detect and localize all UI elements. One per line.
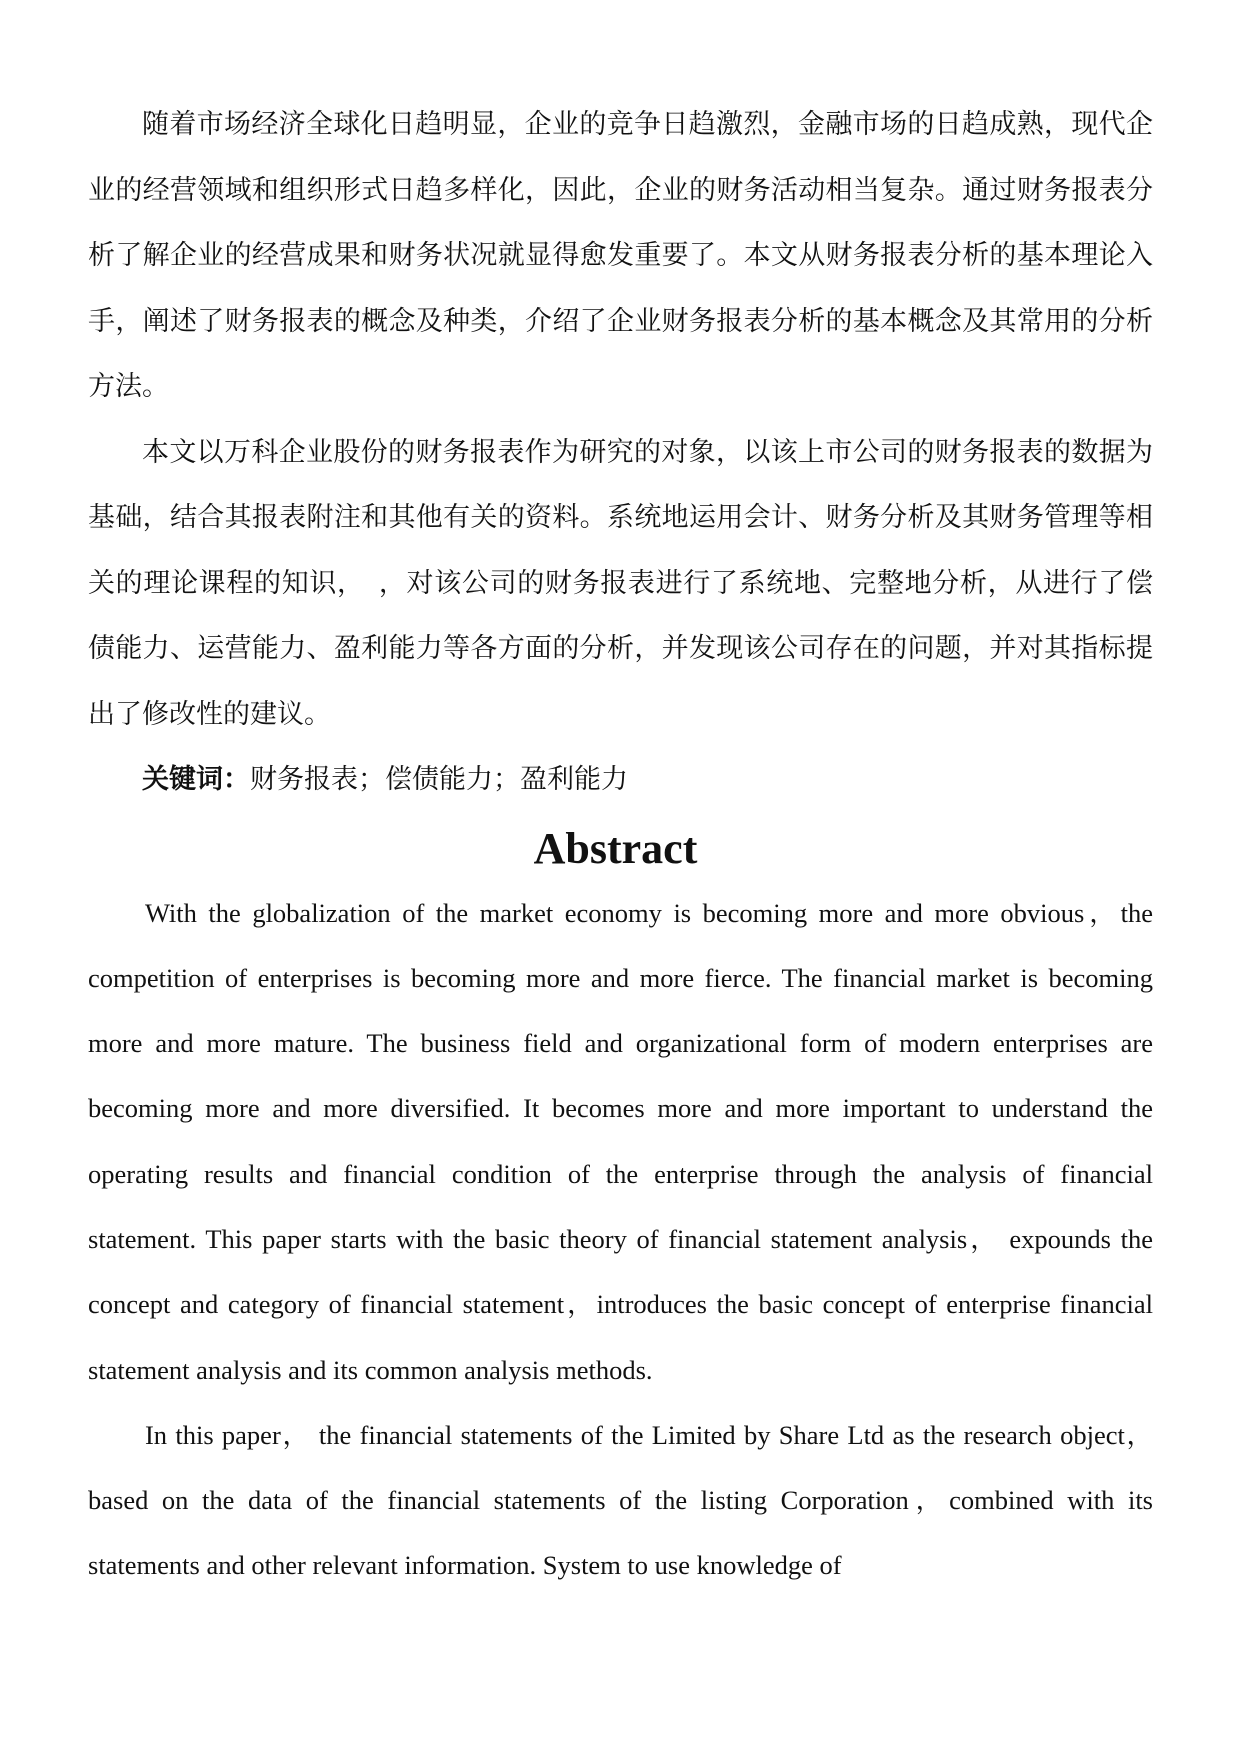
- keywords-line: [88, 747, 1153, 813]
- chinese-paragraph-1: 随着市场经济全球化日趋明显，企业的竞争日趋激烈，金融市场的日趋成熟，现代企业的经营领域和组织形式日趋多样化，因此，企业的财务活动相当复杂。通过财务报表分析了解企业的经营成果和财务状况就显得愈发重要了。本文从财务报表分析的基本理论入手，阐述了财务报表的概念及种类，介绍了企业财务报表分析的基本概念及其常用的分析方法。: [88, 109, 1153, 402]
- chinese-abstract: [88, 92, 1153, 747]
- abstract-title: Abstract: [533, 823, 698, 873]
- english-paragraph-1: With the globalization of the market economy is becoming more and more obvious，the competition of enterprises is becoming more and more fierce. The financial market is becoming more and more mature. The business field and organizational form of modern enterprises are becoming more and more diversified. It becomes more and more important to understand the operating results and financial condition of the enterprise through the analysis of financial statement. This paper starts with the basic theory of financial statement analysis， expounds the concept and category of financial statement，introduces the basic concept of enterprise financial statement analysis and its common analysis methods.: [88, 897, 1153, 1385]
- keywords-label: 关键词：: [142, 764, 250, 795]
- keywords-text: 财务报表；偿债能力；盈利能力: [250, 764, 628, 795]
- document-page: [88, 92, 1153, 1599]
- chinese-paragraph-2: 本文以万科企业股份的财务报表作为研究的对象，以该上市公司的财务报表的数据为基础，结合其报表附注和其他有关的资料。系统地运用会计、财务分析及其财务管理等相关的理论课程的知识， ，对该公司的财务报表进行了系统地、完整地分析，从进行了偿债能力、运营能力、盈利能力等各方面的分析，并发现该公司存在的问题，并对其指标提出了修改性的建议。: [88, 436, 1153, 730]
- english-abstract: [88, 881, 1153, 1599]
- english-paragraph-2: In this paper， the financial statements of the Limited by Share Ltd as the research object， based on the data of the financial statements of the listing Corporation，combined with its statements and other relevant information. System to use knowledge of: [88, 1419, 1153, 1581]
